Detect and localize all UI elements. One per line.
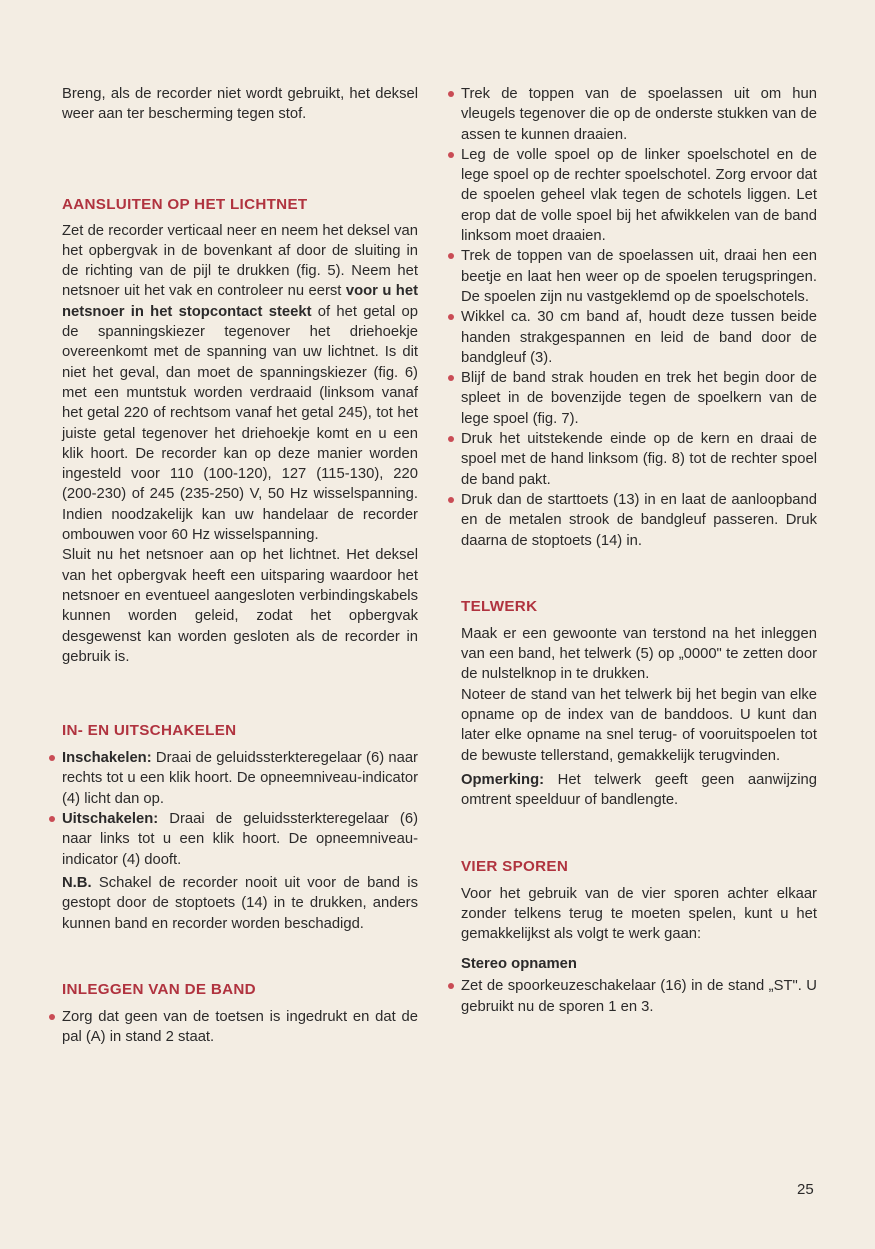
right-column <box>461 84 817 1017</box>
stereo-text: Zet de spoorkeuzeschakelaar (16) in de stand „ST". U gebruikt nu de sporen 1 en 3. <box>461 978 817 1015</box>
list-item <box>62 748 418 809</box>
bullet-icon <box>448 152 454 158</box>
bullet-icon <box>448 983 454 989</box>
telwerk-paragraph-2: Noteer de stand van het telwerk bij het begin van elke opname op de index van de banddoos. U kunt dan later elke opname na snel terug- of vooruitspoelen tot de bewuste tellerstand, gemakkelijk terugvinden. <box>461 686 817 764</box>
bullet-icon <box>49 755 55 761</box>
list-item <box>461 976 817 1017</box>
heading-inleggen: INLEGGEN VAN DE BAND <box>62 980 256 998</box>
telwerk-note <box>461 770 817 811</box>
list-item <box>461 246 817 307</box>
list-item <box>62 1007 418 1048</box>
step-text: Leg de volle spoel op de linker spoelschotel en de lege spoel op de rechter spoelschotel. Zorg ervoor dat de spoelen geheel vlak tegen de schotels liggen. Let erop dat de volle spoel bij het afwikkelen van de band linksom moet draaien. <box>461 146 817 245</box>
list-item <box>461 490 817 551</box>
aansluiten-emphasis: voor u het netsnoer in het stopcontact steekt <box>62 283 418 320</box>
bullet-icon <box>448 375 454 381</box>
bullet-icon <box>448 314 454 320</box>
nb-label: N.B. <box>62 874 92 891</box>
inschakelen-text: Draai de geluidssterkteregelaar (6) naar rechts tot u een klik hoort. De opneemniveau-indicator (4) licht dan op. <box>62 750 418 807</box>
uitschakelen-text: Draai de geluidssterkteregelaar (6) naar links tot u een klik hoort. De opneemniveau-indicator (4) dooft. <box>62 811 418 868</box>
list-item <box>461 84 817 145</box>
heading-telwerk: TELWERK <box>461 597 538 615</box>
bullet-icon <box>448 253 454 259</box>
heading-aansluiten: AANSLUITEN OP HET LICHTNET <box>62 195 308 213</box>
bullet-icon <box>49 1014 55 1020</box>
intro-paragraph: Breng, als de recorder niet wordt gebruikt, het deksel weer aan ter bescherming tegen stof. <box>62 86 418 123</box>
page-number: 25 <box>797 1181 814 1198</box>
step-text: Wikkel ca. 30 cm band af, houdt deze tussen beide handen strakgespannen en leid de band door de bandgleuf (3). <box>461 309 817 366</box>
inleggen-list <box>62 1007 418 1048</box>
note-text: Het telwerk geeft geen aanwijzing omtrent speelduur of bandlengte. <box>461 771 817 809</box>
telwerk-paragraph-1: Maak er een gewoonte van terstond na het inleggen van een band, het telwerk (5) op „0000" te zetten door de nulstelknop in te drukken. <box>461 625 817 683</box>
heading-vier-sporen: VIER SPOREN <box>461 857 569 875</box>
list-item <box>461 368 817 429</box>
bullet-icon <box>448 497 454 503</box>
aansluiten-paragraph-2: Sluit nu het netsnoer aan op het lichtnet. Het deksel van het opbergvak heeft een uitsparing waardoor het netsnoer en eventueel aangesloten verbindingskabels kunnen worden geleid, zodat het opbergvak desgewenst kan worden gesloten als de recorder in gebruik is. <box>62 547 418 665</box>
list-item <box>461 429 817 490</box>
heading-inschakelen: IN- EN UITSCHAKELEN <box>62 722 237 740</box>
list-item <box>461 307 817 368</box>
stereo-list <box>461 976 817 1017</box>
bullet-icon <box>448 91 454 97</box>
step-text: Trek de toppen van de spoelassen uit om hun vleugels tegenover die op de onderste stukken van de assen te kunnen draaien. <box>461 86 817 143</box>
inschakelen-label: Inschakelen: <box>62 750 152 767</box>
bullet-icon <box>49 816 55 822</box>
list-item <box>62 809 418 870</box>
nb-paragraph <box>62 873 418 934</box>
note-label: Opmerking: <box>461 771 545 788</box>
subheading-stereo: Stereo opnamen <box>461 956 577 973</box>
uitschakelen-label: Uitschakelen: <box>62 811 159 828</box>
list-item <box>461 145 817 246</box>
bullet-icon <box>448 436 454 442</box>
aansluiten-text-a: Zet de recorder verticaal neer en neem het deksel van het opbergvak in de bovenkant af door de sluiting in de richting van de pijl te drukken (fig. 5). Neem het netsnoer uit het vak en controleer nu eerst <box>62 222 418 300</box>
aansluiten-paragraph-1 <box>62 221 418 546</box>
vier-sporen-paragraph: Voor het gebruik van de vier sporen achter elkaar zonder telkens terug te moeten spelen, kunt u het gemakkelijkst als volgt te werk gaan: <box>461 885 817 943</box>
inleggen-text: Zorg dat geen van de toetsen is ingedrukt en dat de pal (A) in stand 2 staat. <box>62 1008 418 1046</box>
step-text: Druk dan de starttoets (13) in en laat de aanloopband en de metalen strook de bandgleuf passeren. Druk daarna de stoptoets (14) in. <box>461 491 817 549</box>
nb-text: Schakel de recorder nooit uit voor de band is gestopt door de stoptoets (14) in te drukken, anders kunnen band en recorder worden beschadigd. <box>62 874 418 932</box>
inleggen-steps-list <box>461 84 817 551</box>
step-text: Trek de toppen van de spoelassen uit, draai hen een beetje en laat hen weer op de spoelen terugspringen. De spoelen zijn nu vastgeklemd op de spoelschotels. <box>461 248 817 305</box>
left-column <box>62 84 418 1047</box>
aansluiten-text-b: of het getal op de spanningskiezer tegenover het driehoekje overeenkomt met de spanning van uw lichtnet. Is dit niet het geval, dan moet de spanningskiezer (fig. 6) met een muntstuk worden verdraaid (linksom vanaf het getal 220 of rechtsom vanaf het getal 245), tot het juiste getal tegenover het driehoekje komt en u een klik hoort. De recorder kan op deze manier worden ingesteld voor 110 (100-120), 127 (115-130), 220 (200-230) of 245 (235-250) V, 50 Hz wisselspanning. Indien noodzakelijk kan uw handelaar de recorder ombouwen voor 60 Hz wisselspanning. <box>62 303 418 544</box>
inschakelen-list <box>62 748 418 870</box>
step-text: Blijf de band strak houden en trek het begin door de spleet in de bovenzijde tegen de spoelkern van de lege spoel (fig. 7). <box>461 370 817 427</box>
step-text: Druk het uitstekende einde op de kern en draai de spoel met de hand linksom (fig. 8) tot de rechter spoel de band pakt. <box>461 431 817 488</box>
